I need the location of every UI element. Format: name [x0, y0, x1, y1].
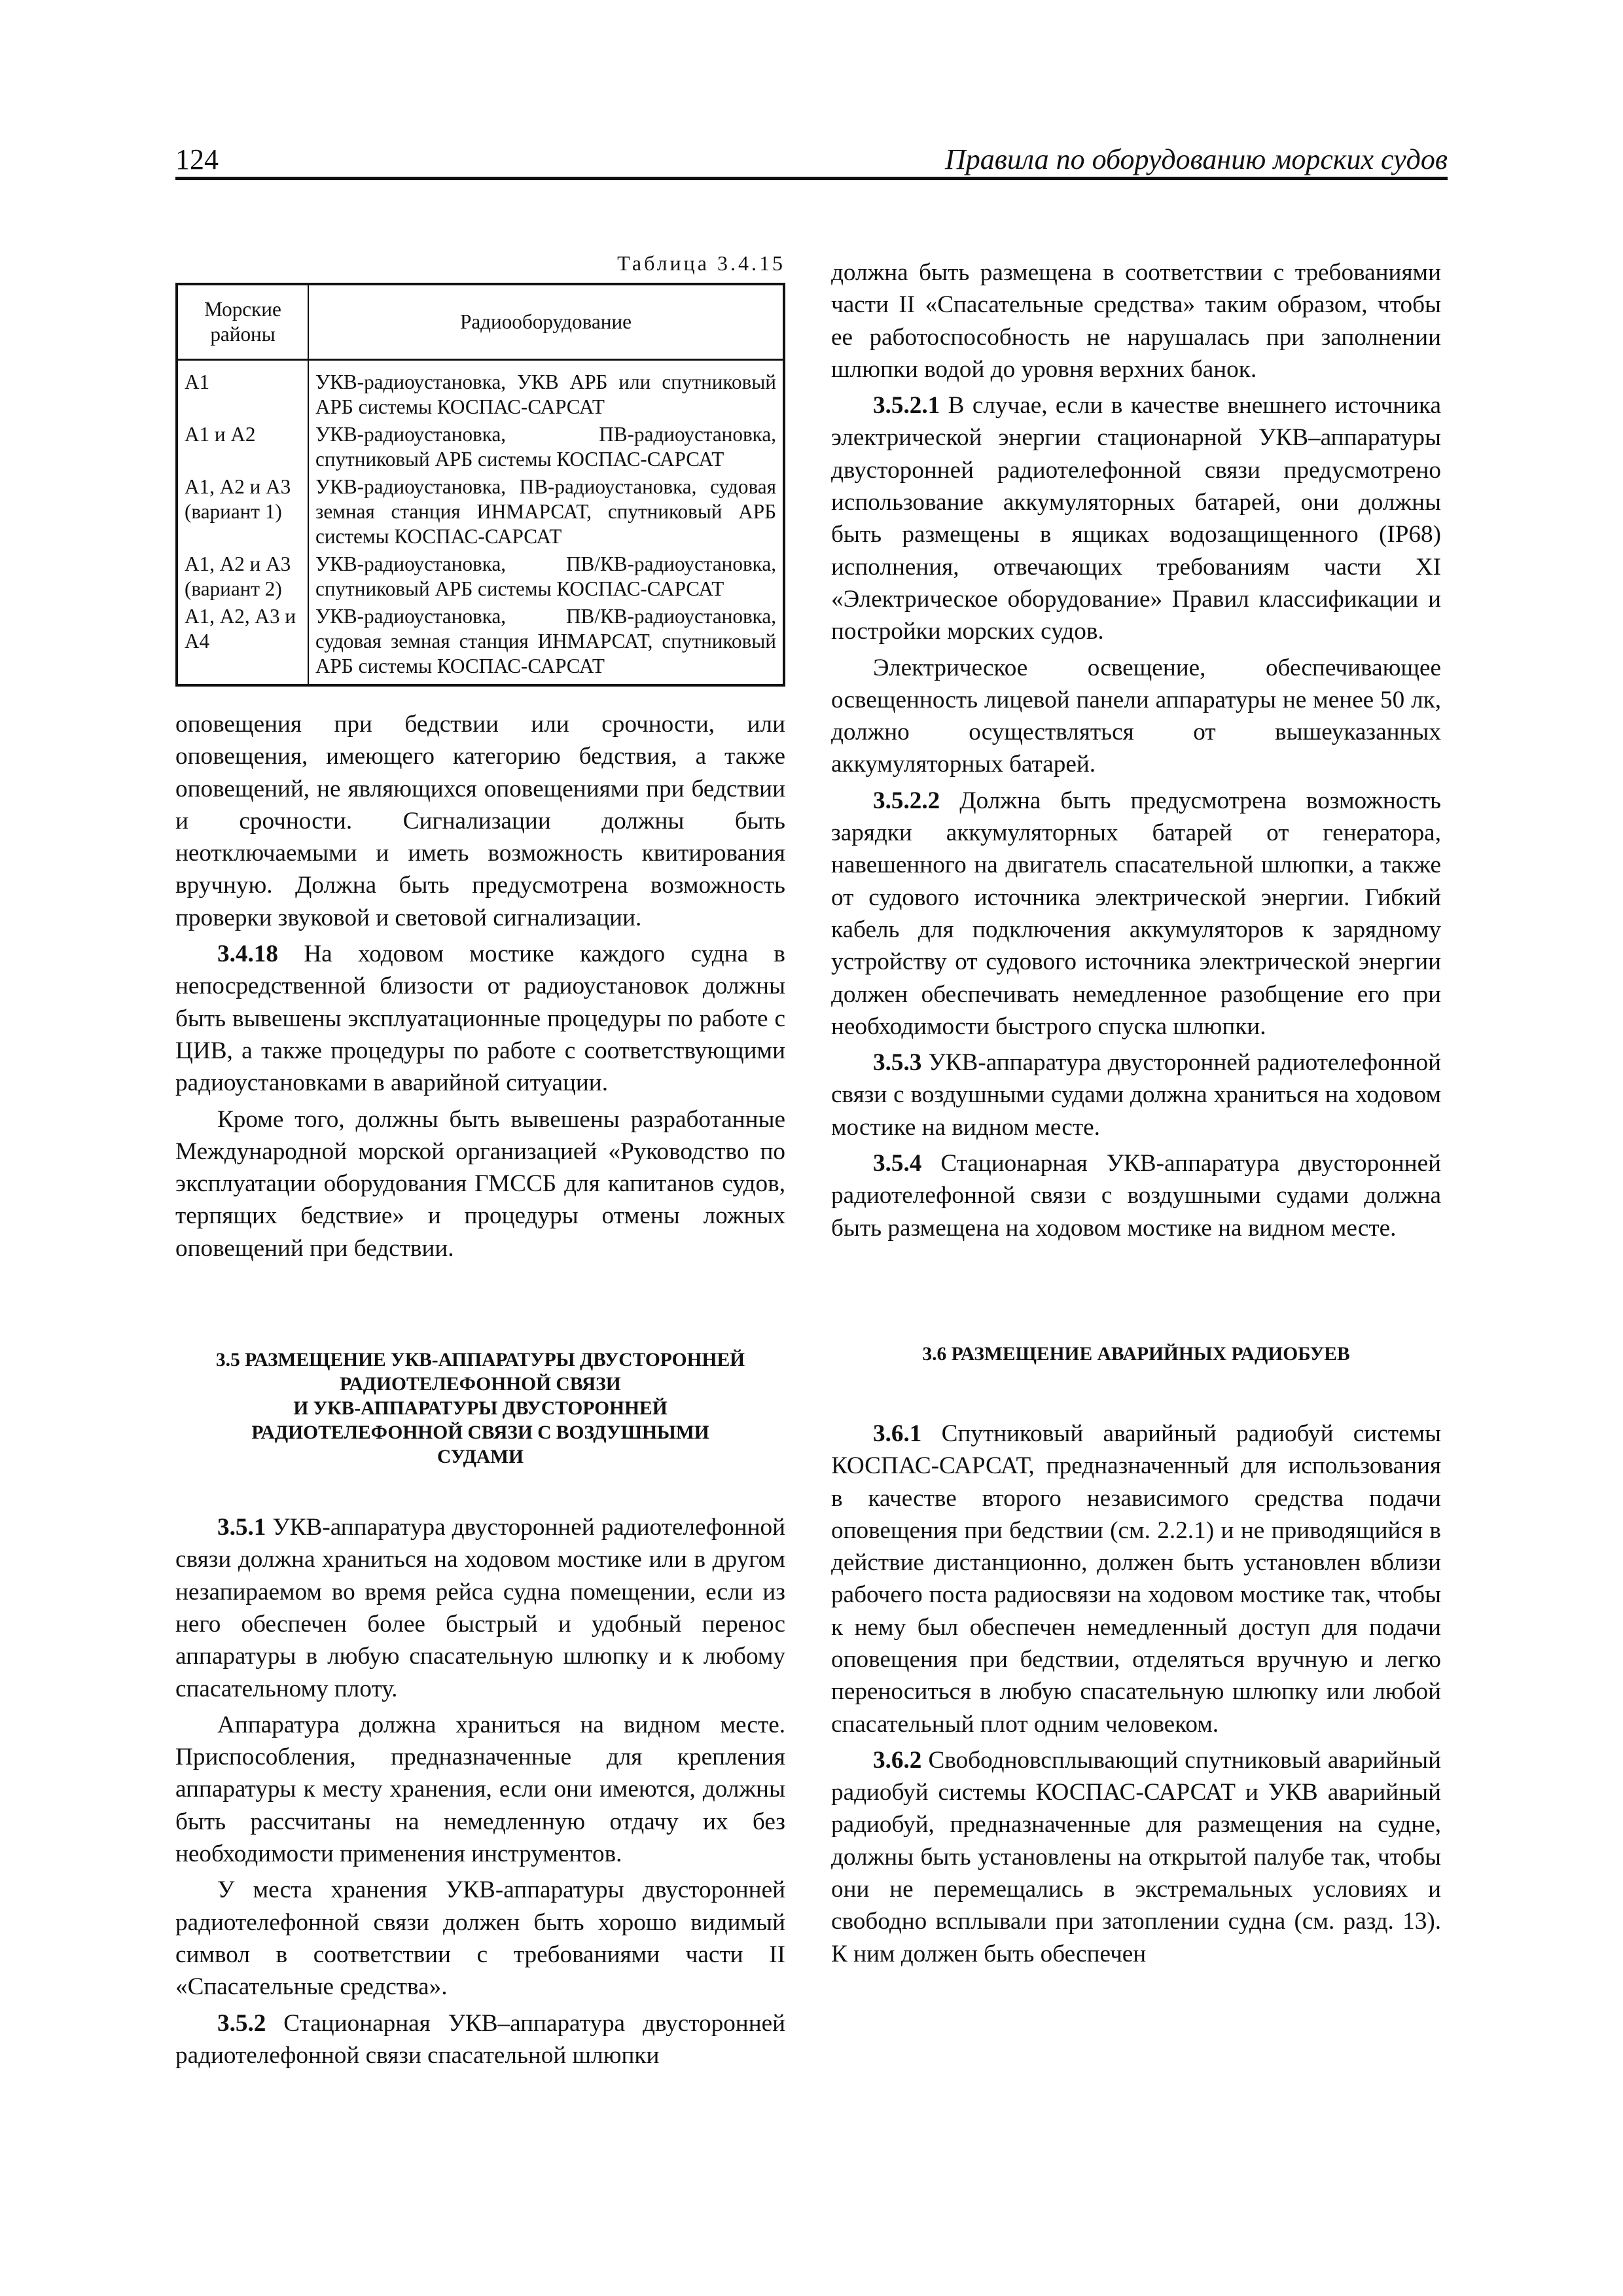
equipment-cell: УКВ-радиоустановка, ПВ/КВ-радиоустановка, спутниковый АРБ системы КОСПАС-САРСАТ [308, 550, 784, 603]
header-rule [175, 177, 1448, 180]
clause-number: 3.5.4 [873, 1150, 922, 1177]
table-row [177, 603, 784, 685]
table-row [177, 473, 784, 550]
clause-number: 3.5.1 [217, 1514, 266, 1541]
paragraph: У места хранения УКВ-аппаратуры двусторонней радиотелефонной связи должен быть хорошо видимый символ в соответствии с требованиями части II «Спасательные средства». [175, 1876, 785, 2001]
paragraph: должна быть размещена в соответствии с требованиями части II «Спасательные средства» таким образом, чтобы ее работоспособность не нарушалась при заполнении шлюпки водой до уровня верхних банок. [831, 259, 1441, 383]
section-heading-3-5 [175, 1348, 785, 1469]
clause-number: 3.5.2.1 [873, 392, 940, 420]
heading-line: 3.5 РАЗМЕЩЕНИЕ УКВ-АППАРАТУРЫ ДВУСТОРОННЕЙ [215, 1350, 745, 1371]
paragraph-3-4-18 [175, 938, 785, 1099]
paragraph-text: Стационарная УКВ-аппаратура двусторонней радиотелефонной связи с воздушными судами должна быть размещена на ходовом мостике на видном месте. [831, 1150, 1441, 1242]
clause-number: 3.6.1 [873, 1420, 922, 1447]
table-row [177, 421, 784, 473]
sea-area-cell: А1 и А2 [177, 421, 308, 473]
sea-area-cell: А1, А2 и А3 (вариант 1) [177, 473, 308, 550]
clause-number: 3.6.2 [873, 1746, 922, 1774]
paragraph: Аппаратура должна храниться на видном месте. Приспособления, предназначенные для крепления аппаратуры к месту хранения, если они имеются, должны быть рассчитаны на немедленную отдачу их без необходимости применения инструментов. [175, 1711, 785, 1868]
heading-line: РАДИОТЕЛЕФОННОЙ СВЯЗИ [340, 1374, 621, 1395]
equipment-cell: УКВ-радиоустановка, ПВ-радиоустановка, судовая земная станция ИНМАРСАТ, спутниковый АРБ системы КОСПАС-САРСАТ [308, 473, 784, 550]
page-number: 124 [175, 143, 219, 175]
paragraph-3-5-3 [831, 1047, 1441, 1143]
equipment-cell: УКВ-радиоустановка, ПВ/КВ-радиоустановка, судовая земная станция ИНМАРСАТ, спутниковый АРБ системы КОСПАС-САРСАТ [308, 603, 784, 685]
paragraph-3-6-1 [831, 1418, 1441, 1740]
paragraph-text: Стационарная УКВ–аппаратура двусторонней радиотелефонной связи спасательной шлюпки [175, 2009, 785, 2069]
paragraph-3-5-2-1 [831, 389, 1441, 647]
running-title: Правила по оборудованию морских судов [944, 143, 1448, 175]
equipment-cell: УКВ-радиоустановка, УКВ АРБ или спутниковый АРБ системы КОСПАС-САРСАТ [308, 360, 784, 422]
clause-number: 3.4.18 [217, 941, 278, 968]
paragraph-text: Должна быть предусмотрена возможность зарядки аккумуляторных батарей от генератора, навешенного на двигатель спасательной шлюпки, а также от судового источника электрической энергии. Гибкий кабель для подключения аккумуляторов к зарядному устройству от судового источника электрической энергии должен обеспечивать немедленное разобщение его при необходимости быстрого спуска шлюпки. [831, 787, 1441, 1040]
section-heading-3-6: 3.6 РАЗМЕЩЕНИЕ АВАРИЙНЫХ РАДИОБУЕВ [922, 1343, 1350, 1365]
right-column [831, 257, 1441, 1970]
paragraph-3-5-2-2 [831, 785, 1441, 1043]
sea-area-cell: А1 [177, 360, 308, 422]
paragraph-text: УКВ-аппаратура двусторонней радиотелефонной связи должна храниться на ходовом мостике или в другом незапираемом во время рейса судна помещении, если из него обеспечен более быстрый и удобный перенос аппаратуры в любую спасательную шлюпку и к любому спасательному плоту. [175, 1514, 785, 1702]
paragraph: оповещения при бедствии или срочности, или оповещения, имеющего категорию бедствия, а также оповещений, не являющихся оповещениями при бедствии и срочности. Сигнализации должны быть неотключаемыми и иметь возможность квитирования вручную. Должна быть предусмотрена возможность проверки звуковой и световой сигнализации. [175, 711, 785, 931]
table-row [177, 550, 784, 603]
equipment-cell: УКВ-радиоустановка, ПВ-радиоустановка, спутниковый АРБ системы КОСПАС-САРСАТ [308, 421, 784, 473]
paragraph-text: Спутниковый аварийный радиобуй системы КОСПАС-САРСАТ, предназначенный для использования в качестве второго независимого средства подачи оповещения при бедствии (см. 2.2.1) и не приводящийся в действие дистанционно, должен быть установлен вблизи рабочего поста радиосвязи на ходовом мостике так, чтобы к нему был обеспечен немедленный доступ для подачи оповещения при бедствии, отделяться вручную и легко переноситься в любую спасательную шлюпку или любой спасательный плот одним человеком. [831, 1420, 1441, 1738]
clause-number: 3.5.2.2 [873, 787, 940, 814]
paragraph-text: В случае, если в качестве внешнего источника электрической энергии стационарной УКВ–аппаратуры двусторонней радиотелефонной связи предусмотрено использование аккумуляторных батарей, они должны быть размещены в ящиках водозащищенного (IP68) исполнения, отвечающих требованиям части XI «Электрическое оборудование» Правил классификации и постройки морских судов. [831, 392, 1441, 645]
column-header-sea-areas: Морские районы [177, 284, 308, 360]
clause-number: 3.5.2 [217, 2009, 266, 2037]
sea-area-cell: А1, А2, А3 и А4 [177, 603, 308, 685]
paragraph-3-5-4 [831, 1147, 1441, 1244]
paragraph-3-6-2 [831, 1744, 1441, 1970]
clause-number: 3.5.3 [873, 1049, 922, 1077]
paragraph: Электрическое освещение, обеспечивающее освещенность лицевой панели аппаратуры не менее 50 лк, должно осуществляться от вышеуказанных аккумуляторных батарей. [831, 654, 1441, 778]
heading-line: И УКВ-АППАРАТУРЫ ДВУСТОРОННЕЙ [293, 1398, 668, 1420]
paragraph-3-5-2 [175, 2007, 785, 2072]
paragraph-3-5-1 [175, 1511, 785, 1705]
sea-area-cell: А1, А2 и А3 (вариант 2) [177, 550, 308, 603]
heading-line: РАДИОТЕЛЕФОННОЙ СВЯЗИ С ВОЗДУШНЫМИ [251, 1422, 709, 1444]
column-header-equipment: Радиооборудование [308, 284, 784, 360]
heading-line: СУДАМИ [437, 1446, 524, 1468]
paragraph-text: На ходовом мостике каждого судна в непосредственной близости от радиоустановок должны быть вывешены эксплуатационные процедуры по работе с ЦИВ, а также процедуры по работе с соответствующими радиоустановками в аварийной ситуации. [175, 941, 785, 1097]
paragraph: Кроме того, должны быть вывешены разработанные Международной морской организацией «Руководство по эксплуатации оборудования ГМССБ для капитанов судов, терпящих бедствие» и процедуры отмены ложных оповещений при бедствии. [175, 1105, 785, 1262]
paragraph-text: УКВ-аппаратура двусторонней радиотелефонной связи с воздушными судами должна храниться на ходовом мостике на видном месте. [831, 1049, 1441, 1141]
table-row [177, 360, 784, 422]
paragraph-text: Свободновсплывающий спутниковый аварийный радиобуй системы КОСПАС-САРСАТ и УКВ аварийный радиобуй, предназначенные для размещения на судне, должны быть установлены на открытой палубе так, чтобы они не перемещались в экстремальных условиях и свободно всплывали при затоплении судна (см. разд. 13). К ним должен быть обеспечен [831, 1746, 1441, 1967]
radio-equipment-table [175, 283, 785, 687]
table-caption: Таблица 3.4.15 [617, 251, 785, 275]
left-column [175, 708, 785, 2072]
